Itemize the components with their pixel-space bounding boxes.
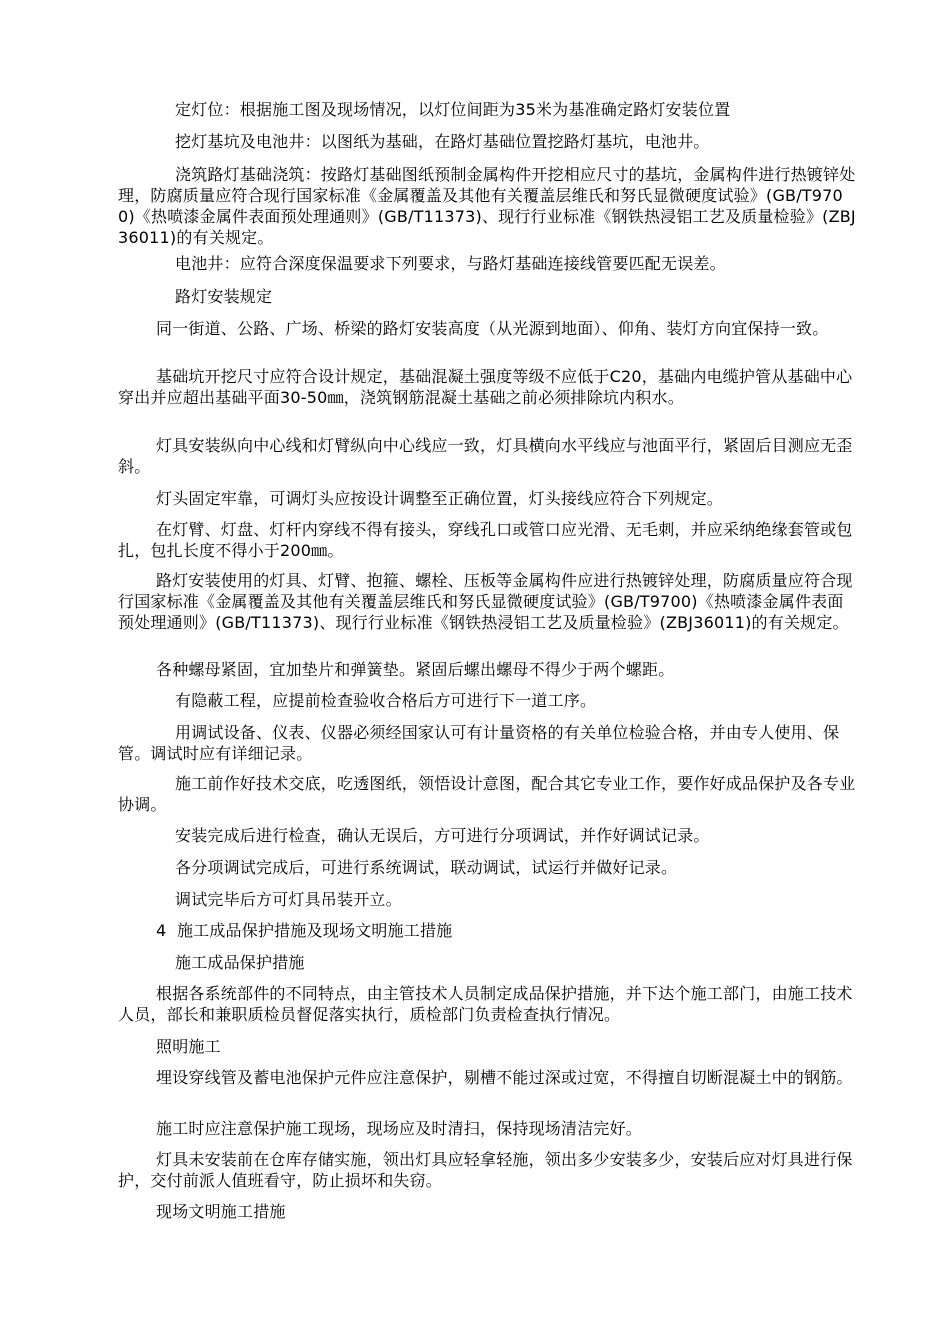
section-heading-4: 4 施工成品保护措施及现场文明施工措施 [156,921,453,940]
paragraph-light-position: 定灯位：根据施工图及现场情况，以灯位间距为35米为基准确定路灯安装位置 [175,100,731,119]
paragraph-technical-briefing: 施工前作好技术交底，吃透图纸，领悟设计意图，配合其它专业工作，要作好成品保护及各专业协调。 [118,774,856,814]
paragraph-lamp-storage: 灯具未安装前在仓库存储实施，领出灯具应轻拿轻施，领出多少安装多少，安装后应对灯具进行保护，交付前派人值班看守，防止损坏和失窃。 [118,1150,853,1190]
paragraph-test-equipment: 用调试设备、仪表、仪器必须经国家认可有计量资格的有关单位检验合格，并由专人使用、保管。调试时应有详细记录。 [118,723,840,763]
paragraph-concealed-work: 有隐蔽工程，应提前检查验收合格后方可进行下一道工序。 [175,691,597,710]
paragraph-site-cleaning: 施工时应注意保护施工现场，现场应及时清扫，保持现场清洁完好。 [156,1119,643,1138]
heading-installation-rules: 路灯安装规定 [175,287,273,306]
paragraph-foundation-pour: 浇筑路灯基础浇筑：按路灯基础图纸预制金属构件开挖相应尺寸的基坑，金属构件进行热镀锌处理，防腐质量应符合现行国家标准《金属覆盖及其他有关覆盖层维氏和努氏显微硬度试验》(GB/T9700)《热喷漆金属件表面预处理通则》(GB/T11373)、现行行业标准《钢铁热浸铝工艺及质量检验》(ZBJ36011)的有关规定。 [118,165,856,247]
paragraph-nuts: 各种螺母紧固，宜加垫片和弹簧垫。紧固后螺出螺母不得少于两个螺距。 [156,660,675,679]
paragraph-hoisting: 调试完毕后方可灯具吊装开立。 [175,890,402,909]
paragraph-foundation-pit: 基础坑开挖尺寸应符合设计规定，基础混凝土强度等级不应低于C20，基础内电缆护管从基础中心穿出并应超出基础平面30-50㎜，浇筑钢筋混凝土基础之前必须排除坑内积水。 [118,367,853,407]
paragraph-inspection: 安装完成后进行检查，确认无误后，方可进行分项调试，并作好调试记录。 [175,826,710,845]
paragraph-protection-measures: 根据各系统部件的不同特点，由主管技术人员制定成品保护措施，并下达个施工部门，由施工技术人员，部长和兼职质检员督促落实执行，质检部门负责检查执行情况。 [118,984,853,1024]
heading-civilized-construction: 现场文明施工措施 [156,1202,286,1221]
paragraph-conduit-protection: 埋设穿线管及蓄电池保护元件应注意保护，剔槽不能过深或过宽，不得擅自切断混凝土中的钢筋。 [156,1068,853,1087]
paragraph-galvanizing: 路灯安装使用的灯具、灯臂、抱箍、螺栓、压板等金属构件应进行热镀锌处理，防腐质量应符合现行国家标准《金属覆盖及其他有关覆盖层维氏和努氏显微硬度试验》(GB/T9700)《热喷漆金属件表面预处理通则》(GB/T11373)、现行行业标准《钢铁热浸铝工艺及质量检验》(ZBJ36011)的有关规定。 [118,571,853,632]
heading-lighting-construction: 照明施工 [156,1037,221,1056]
paragraph-system-test: 各分项调试完成后，可进行系统调试，联动调试，试运行并做好记录。 [175,858,678,877]
paragraph-dig-pit: 挖灯基坑及电池井：以图纸为基础，在路灯基础位置挖路灯基坑，电池井。 [175,132,710,151]
paragraph-lamp-head: 灯头固定牢靠，可调灯头应按设计调整至正确位置，灯头接线应符合下列规定。 [156,489,724,508]
paragraph-wiring: 在灯臂、灯盘、灯杆内穿线不得有接头，穿线孔口或管口应光滑、无毛刺，并应采纳绝缘套管或包扎，包扎长度不得小于200㎜。 [118,520,853,560]
heading-product-protection: 施工成品保护措施 [175,953,305,972]
paragraph-install-height: 同一街道、公路、广场、桥梁的路灯安装高度（从光源到地面）、仰角、装灯方向宜保持一致。 [156,319,829,338]
paragraph-lamp-alignment: 灯具安装纵向中心线和灯臂纵向中心线应一致，灯具横向水平线应与池面平行，紧固后目测应无歪斜。 [118,436,853,476]
paragraph-battery-well: 电池井：应符合深度保温要求下列要求，与路灯基础连接线管要匹配无误差。 [175,254,726,273]
